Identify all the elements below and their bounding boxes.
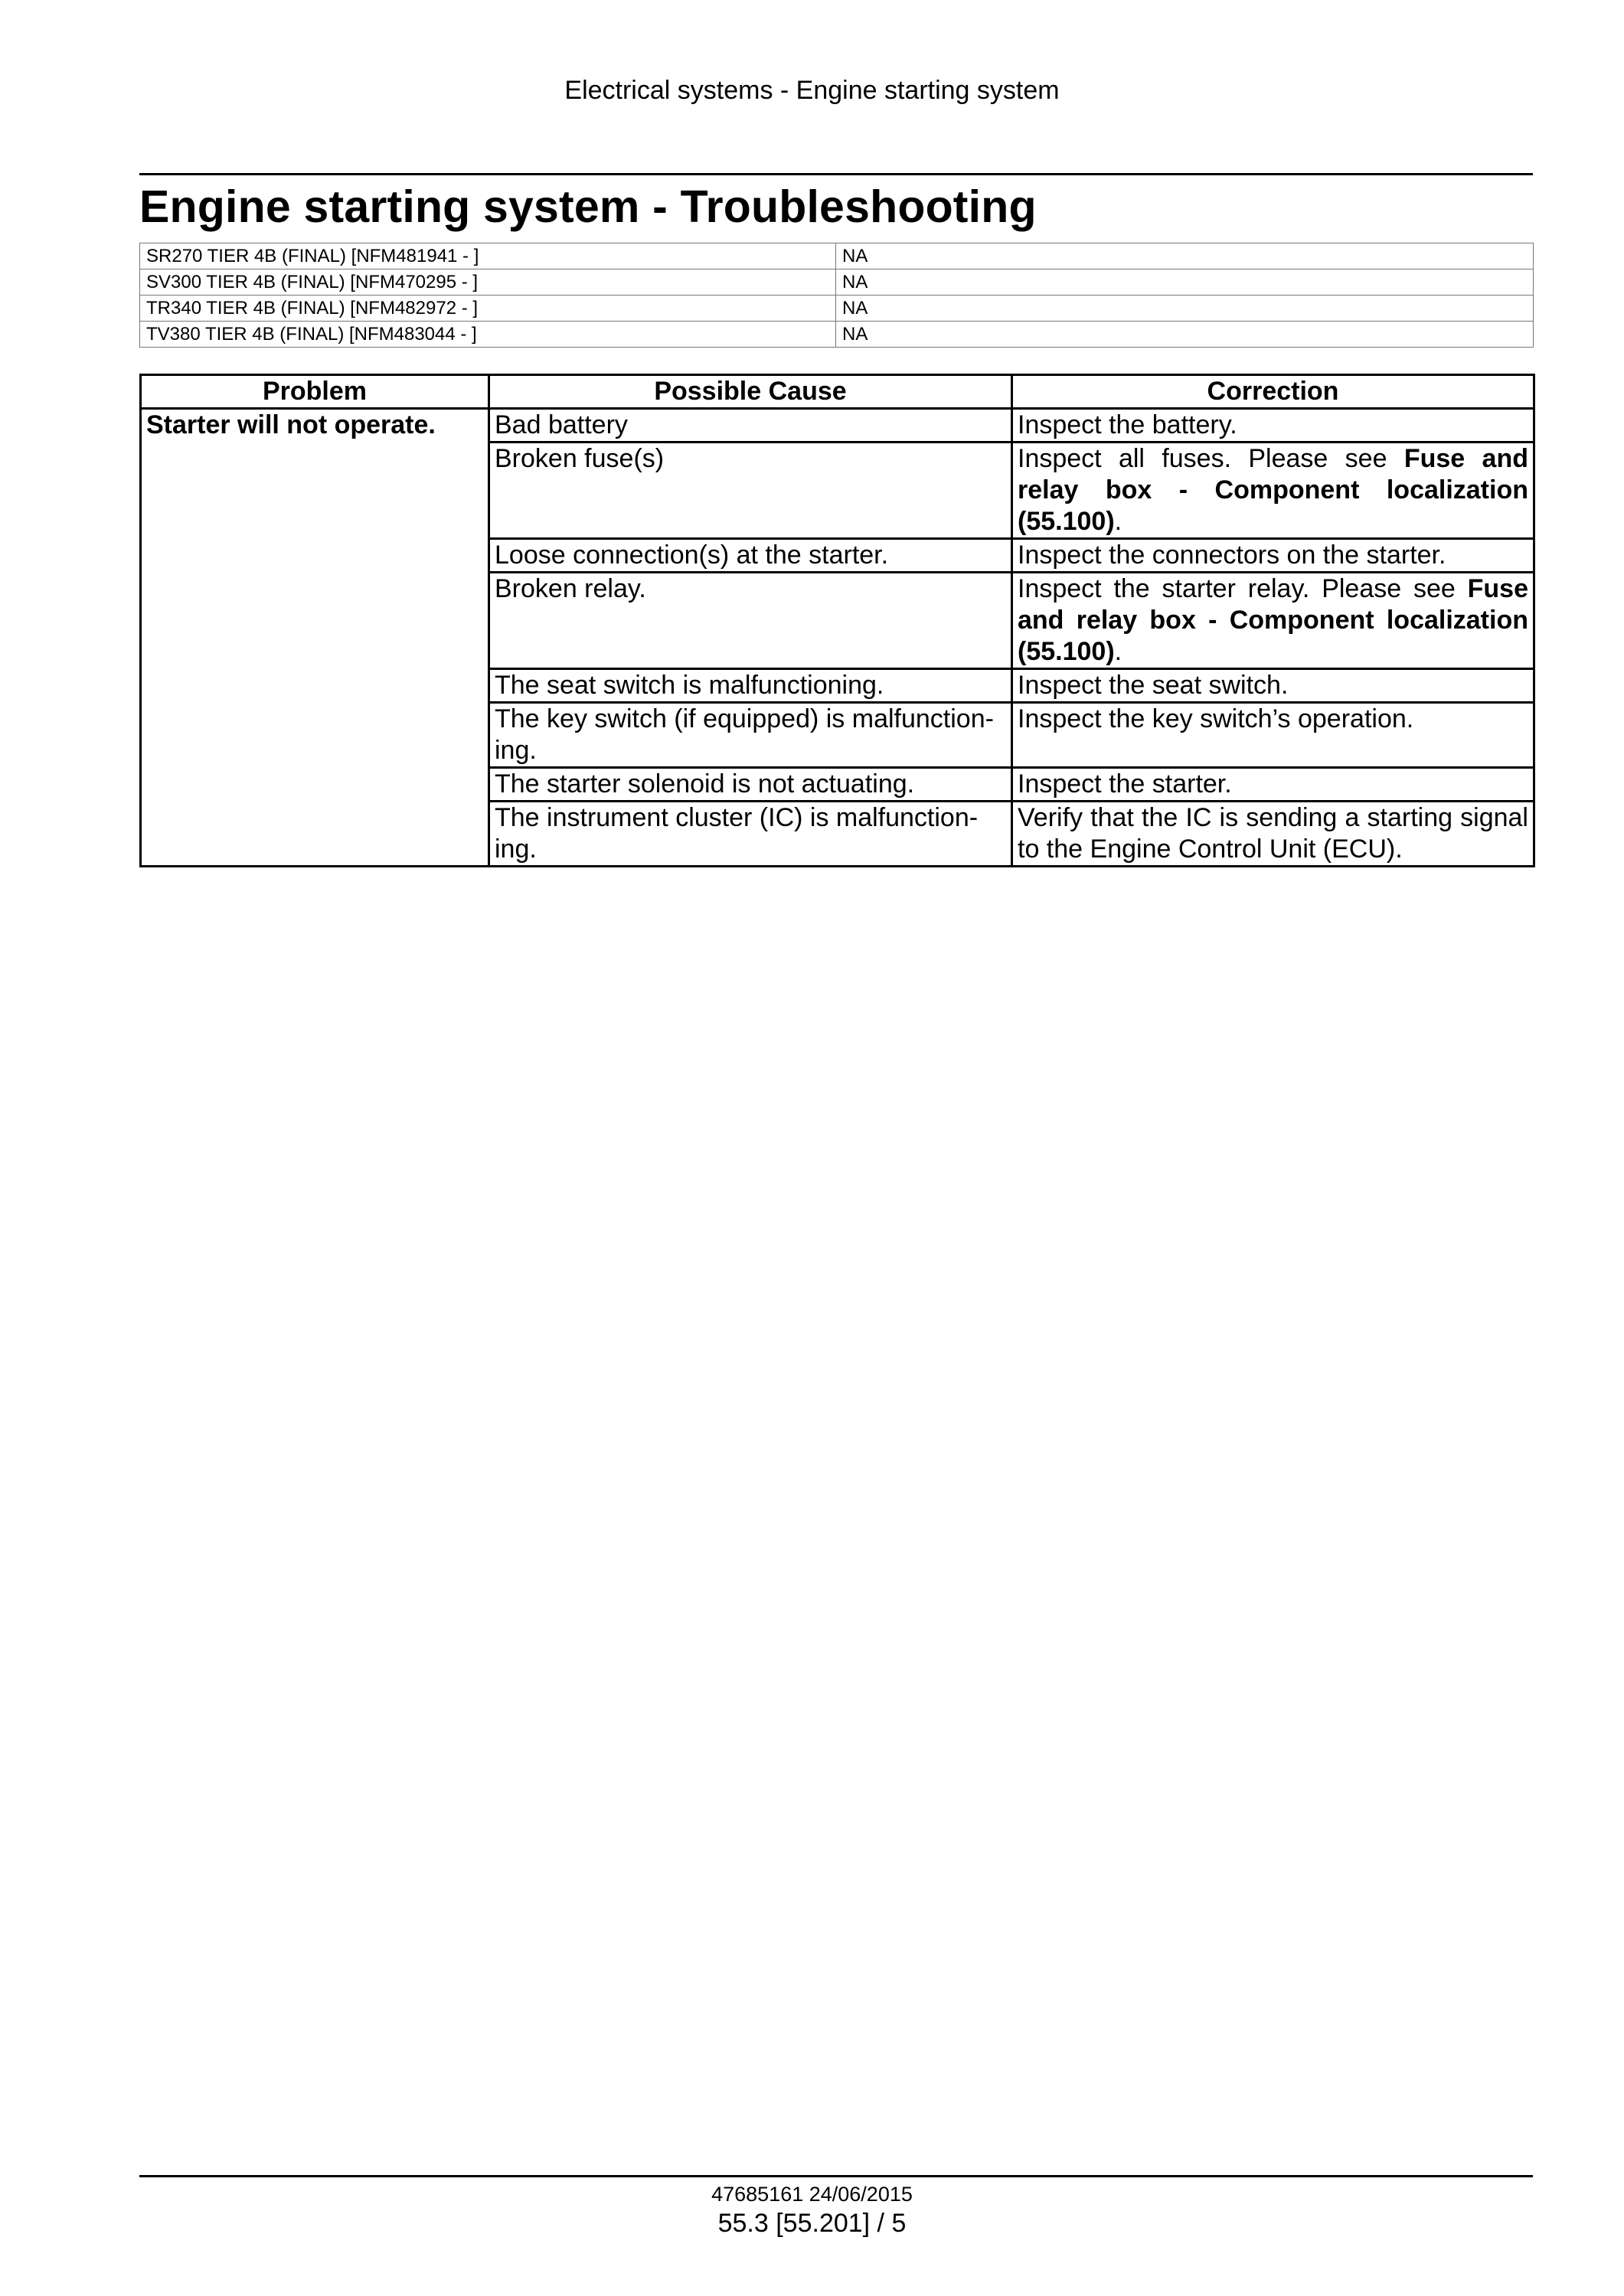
model-applicability-table <box>139 243 1534 348</box>
model-row <box>140 296 1534 322</box>
cross-reference-link[interactable]: Fuse and relay box - Component localization (55.100) <box>1018 444 1529 536</box>
correction-cell: Inspect the starter. <box>1012 768 1534 802</box>
model-name: TR340 TIER 4B (FINAL) [NFM482972 - ] <box>140 296 836 322</box>
column-header-cause: Possible Cause <box>489 375 1012 409</box>
cross-reference-link[interactable]: Fuse and relay box - Component localization (55.100) <box>1018 574 1528 666</box>
model-market: NA <box>836 243 1534 269</box>
correction-cell <box>1012 443 1534 539</box>
model-market: NA <box>836 269 1534 296</box>
correction-text: Inspect the starter relay. Please see <box>1018 574 1468 603</box>
troubleshooting-table <box>139 374 1535 867</box>
model-name: TV380 TIER 4B (FINAL) [NFM483044 - ] <box>140 322 836 348</box>
model-market: NA <box>836 322 1534 348</box>
header-rule <box>139 173 1533 175</box>
document-id: 47685161 24/06/2015 <box>711 2183 913 2206</box>
correction-cell: Verify that the IC is sending a starting signal to the Engine Control Unit (ECU). <box>1012 802 1534 867</box>
column-header-correction: Correction <box>1012 375 1534 409</box>
page-number: 55.3 [55.201] / 5 <box>717 2209 907 2238</box>
table-row <box>141 409 1534 443</box>
column-header-problem: Problem <box>141 375 489 409</box>
correction-cell <box>1012 573 1534 669</box>
cause-cell: Broken fuse(s) <box>489 443 1012 539</box>
cause-cell: The starter solenoid is not actuating. <box>489 768 1012 802</box>
model-row <box>140 322 1534 348</box>
model-name: SV300 TIER 4B (FINAL) [NFM470295 - ] <box>140 269 836 296</box>
correction-text-end: . <box>1114 637 1122 666</box>
correction-text-end: . <box>1114 507 1122 536</box>
model-market: NA <box>836 296 1534 322</box>
problem-cell: Starter will not operate. <box>141 409 489 867</box>
cause-cell: The seat switch is malfunctioning. <box>489 669 1012 703</box>
model-name: SR270 TIER 4B (FINAL) [NFM481941 - ] <box>140 243 836 269</box>
correction-cell: Inspect the connectors on the starter. <box>1012 539 1534 573</box>
table-header-row <box>141 375 1534 409</box>
model-row <box>140 269 1534 296</box>
cause-cell: The key switch (if equipped) is malfunction-ing. <box>489 703 1012 768</box>
correction-text: Inspect all fuses. Please see <box>1018 444 1404 473</box>
correction-cell: Inspect the seat switch. <box>1012 669 1534 703</box>
correction-cell: Inspect the key switch’s operation. <box>1012 703 1534 768</box>
cause-cell: Loose connection(s) at the starter. <box>489 539 1012 573</box>
footer-rule <box>139 2175 1533 2177</box>
cause-cell: Broken relay. <box>489 573 1012 669</box>
cause-cell: The instrument cluster (IC) is malfunction-ing. <box>489 802 1012 867</box>
correction-cell: Inspect the battery. <box>1012 409 1534 443</box>
page-title: Engine starting system - Troubleshooting <box>139 181 1037 232</box>
model-row <box>140 243 1534 269</box>
running-header: Electrical systems - Engine starting system <box>564 76 1060 105</box>
cause-cell: Bad battery <box>489 409 1012 443</box>
